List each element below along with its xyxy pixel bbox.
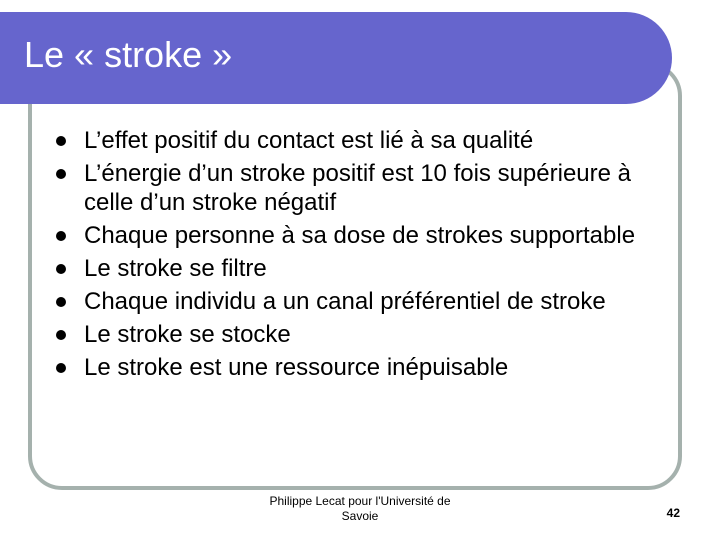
slide-footer: Philippe Lecat pour l'Université de Savoie	[269, 494, 451, 523]
bullet-text: Le stroke est une ressource inépuisable	[84, 354, 509, 381]
bullet-icon	[56, 231, 66, 241]
bullet-text: Le stroke se stocke	[84, 321, 291, 348]
bullet-icon	[56, 297, 66, 307]
bullet-text: Chaque individu a un canal préférentiel de stroke	[84, 288, 606, 315]
bullet-icon	[56, 330, 66, 340]
bullet-text: Le stroke se filtre	[84, 255, 267, 282]
bullet-icon	[56, 136, 66, 146]
bullet-text: L’énergie d’un stroke positif est 10 fois supérieure à celle d’un stroke négatif	[84, 160, 631, 216]
bullet-icon	[56, 363, 66, 373]
bullet-item	[60, 126, 640, 155]
bullet-item	[60, 287, 640, 316]
bullet-item	[60, 159, 640, 217]
bullet-item	[60, 221, 640, 250]
title-underline	[0, 92, 638, 95]
bullet-icon	[56, 169, 66, 179]
bullet-text: Chaque personne à sa dose de strokes supportable	[84, 222, 636, 249]
bullet-text: L’effet positif du contact est lié à sa qualité	[84, 127, 534, 154]
bullet-icon	[56, 264, 66, 274]
bullet-list	[60, 126, 640, 386]
bullet-item	[60, 320, 640, 349]
slide-title: Le « stroke »	[24, 34, 233, 75]
bullet-item	[60, 254, 640, 283]
bullet-item	[60, 353, 640, 382]
page-number: 42	[666, 506, 680, 520]
